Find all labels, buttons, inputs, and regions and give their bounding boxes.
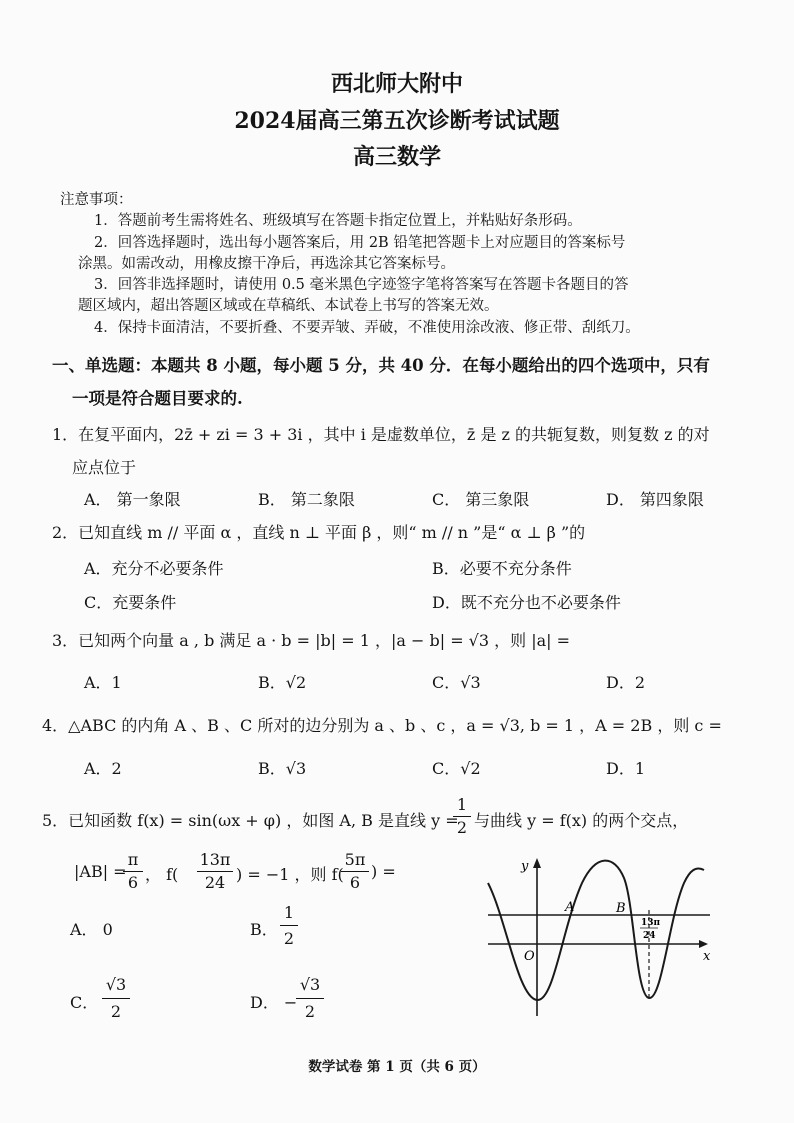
x-axis-label: x xyxy=(703,949,711,964)
question-5-option-b-label: B． xyxy=(250,920,278,939)
option-b-fraction-bar xyxy=(280,925,298,926)
f2-denominator: 6 xyxy=(349,873,361,892)
option-c-denominator: 2 xyxy=(110,1002,122,1021)
section-heading: 一、单选题：本题共 8 小题，每小题 5 分，共 40 分．在每小题给出的四个选项中，只有 xyxy=(52,356,710,375)
half-denominator: 2 xyxy=(456,818,468,837)
question-3-option-b: B．√2 xyxy=(258,673,307,692)
question-4-option-b: B．√3 xyxy=(258,759,307,778)
notice-item-3: 3．回答非选择题时，请使用 0.5 毫米黑色字迹签字笔将答案写在答题卡各题目的答 xyxy=(94,277,629,293)
question-1-option-b: B． 第二象限 xyxy=(258,490,355,509)
question-4-option-a: A．2 xyxy=(84,759,122,778)
f2-prefix: ) = −1 ，则 f( xyxy=(236,865,344,884)
question-2-option-b: B．必要不充分条件 xyxy=(432,559,572,578)
f2-fraction-bar xyxy=(341,871,369,872)
ab-length-label: |AB| = xyxy=(74,862,127,881)
question-5-option-c-label: C． xyxy=(70,993,99,1012)
question-2-stem: 2．已知直线 m // 平面 α ，直线 n ⊥ 平面 β ，则“ m // n ”是“ α ⊥ β ”的 xyxy=(52,523,586,542)
f1-numerator: 13π xyxy=(199,850,231,869)
question-3-option-c: C．√3 xyxy=(432,673,481,692)
ab-denominator: 6 xyxy=(127,873,139,892)
question-5-stem-cont: 与曲线 y = f(x) 的两个交点， xyxy=(474,811,689,830)
section-heading-cont: 一项是符合题目要求的. xyxy=(72,389,243,408)
option-d-fraction-bar xyxy=(296,998,324,999)
notice-item-2: 2．回答选择题时，选出每小题答案后，用 2B 铅笔把答题卡上对应题目的答案标号 xyxy=(94,235,626,251)
question-1-option-a: A． 第一象限 xyxy=(84,490,181,509)
y-axis-arrow xyxy=(533,858,541,868)
question-4-stem: 4．△ABC 的内角 A 、B 、C 所对的边分别为 a 、b 、c ，a = √3, b = 1 ，A = 2B ，则 c = xyxy=(42,716,722,735)
notice-heading: 注意事项： xyxy=(60,192,133,208)
point-a-label: A xyxy=(565,900,575,915)
f2-numerator: 5π xyxy=(344,850,366,869)
question-2-option-a: A．充分不必要条件 xyxy=(84,559,224,578)
half-fraction-bar xyxy=(453,816,471,817)
origin-label: O xyxy=(524,949,535,964)
question-5-option-d-label: D． − xyxy=(250,993,298,1012)
sine-graph-figure xyxy=(484,848,716,1020)
f1-prefix: ， f( xyxy=(145,865,179,884)
ab-numerator: π xyxy=(127,850,139,869)
question-1-option-c: C． 第三象限 xyxy=(432,490,530,509)
exam-title: 2024届高三第五次诊断考试试题 xyxy=(234,108,560,134)
option-d-numerator: √3 xyxy=(299,975,321,994)
half-numerator: 1 xyxy=(456,795,468,814)
option-b-numerator: 1 xyxy=(283,903,295,922)
y-axis-label: y xyxy=(521,859,529,874)
question-4-option-d: D．1 xyxy=(606,759,646,778)
subject-title: 高三数学 xyxy=(352,144,441,170)
option-d-denominator: 2 xyxy=(304,1002,316,1021)
f1-fraction-bar xyxy=(197,871,233,872)
question-1-option-d: D． 第四象限 xyxy=(606,490,704,509)
question-1-stem-cont: 应点位于 xyxy=(72,458,137,477)
marker-denominator: 24 xyxy=(643,931,656,941)
question-2-option-c: C．充要条件 xyxy=(84,593,177,612)
option-c-numerator: √3 xyxy=(105,975,127,994)
marker-numerator: 13π xyxy=(641,918,661,928)
notice-item-2-cont: 涂黑。如需改动，用橡皮擦干净后，再选涂其它答案标号。 xyxy=(78,256,455,272)
f2-suffix: ) = xyxy=(371,862,396,881)
f1-denominator: 24 xyxy=(204,873,226,892)
question-5-stem: 5．已知函数 f(x) = sin(ωx + φ) ，如图 A, B 是直线 y = xyxy=(42,811,459,830)
point-b-label: B xyxy=(616,901,626,916)
question-2-option-d: D．既不充分也不必要条件 xyxy=(432,593,621,612)
option-b-denominator: 2 xyxy=(283,929,295,948)
page-footer: 数学试卷 第 1 页（共 6 页） xyxy=(308,1059,486,1075)
question-3-option-d: D．2 xyxy=(606,673,646,692)
notice-item-4: 4．保持卡面清洁，不要折叠、不要弄皱、弄破，不准使用涂改液、修正带、刮纸刀。 xyxy=(94,320,640,336)
sine-curve xyxy=(488,861,704,1000)
notice-item-1: 1．答题前考生需将姓名、班级填写在答题卡指定位置上，并粘贴好条形码。 xyxy=(94,213,582,229)
question-4-option-c: C．√2 xyxy=(432,759,481,778)
question-3-stem: 3．已知两个向量 a , b 满足 a · b = |b| = 1 ，|a − b| = √3 ，则 |a| = xyxy=(52,631,571,650)
ab-fraction-bar xyxy=(123,871,143,872)
question-5-option-a: A． 0 xyxy=(70,920,113,939)
question-1-stem: 1．在复平面内，2z̄ + zi = 3 + 3i ，其中 i 是虚数单位，z̄ 是 z 的共轭复数，则复数 z 的对 xyxy=(52,425,710,444)
school-name: 西北师大附中 xyxy=(330,71,463,97)
option-c-fraction-bar xyxy=(102,998,130,999)
question-3-option-a: A．1 xyxy=(84,673,122,692)
notice-item-3-cont: 题区域内，超出答题区域或在草稿纸、本试卷上书写的答案无效。 xyxy=(78,298,499,314)
x-axis-arrow xyxy=(699,940,708,948)
